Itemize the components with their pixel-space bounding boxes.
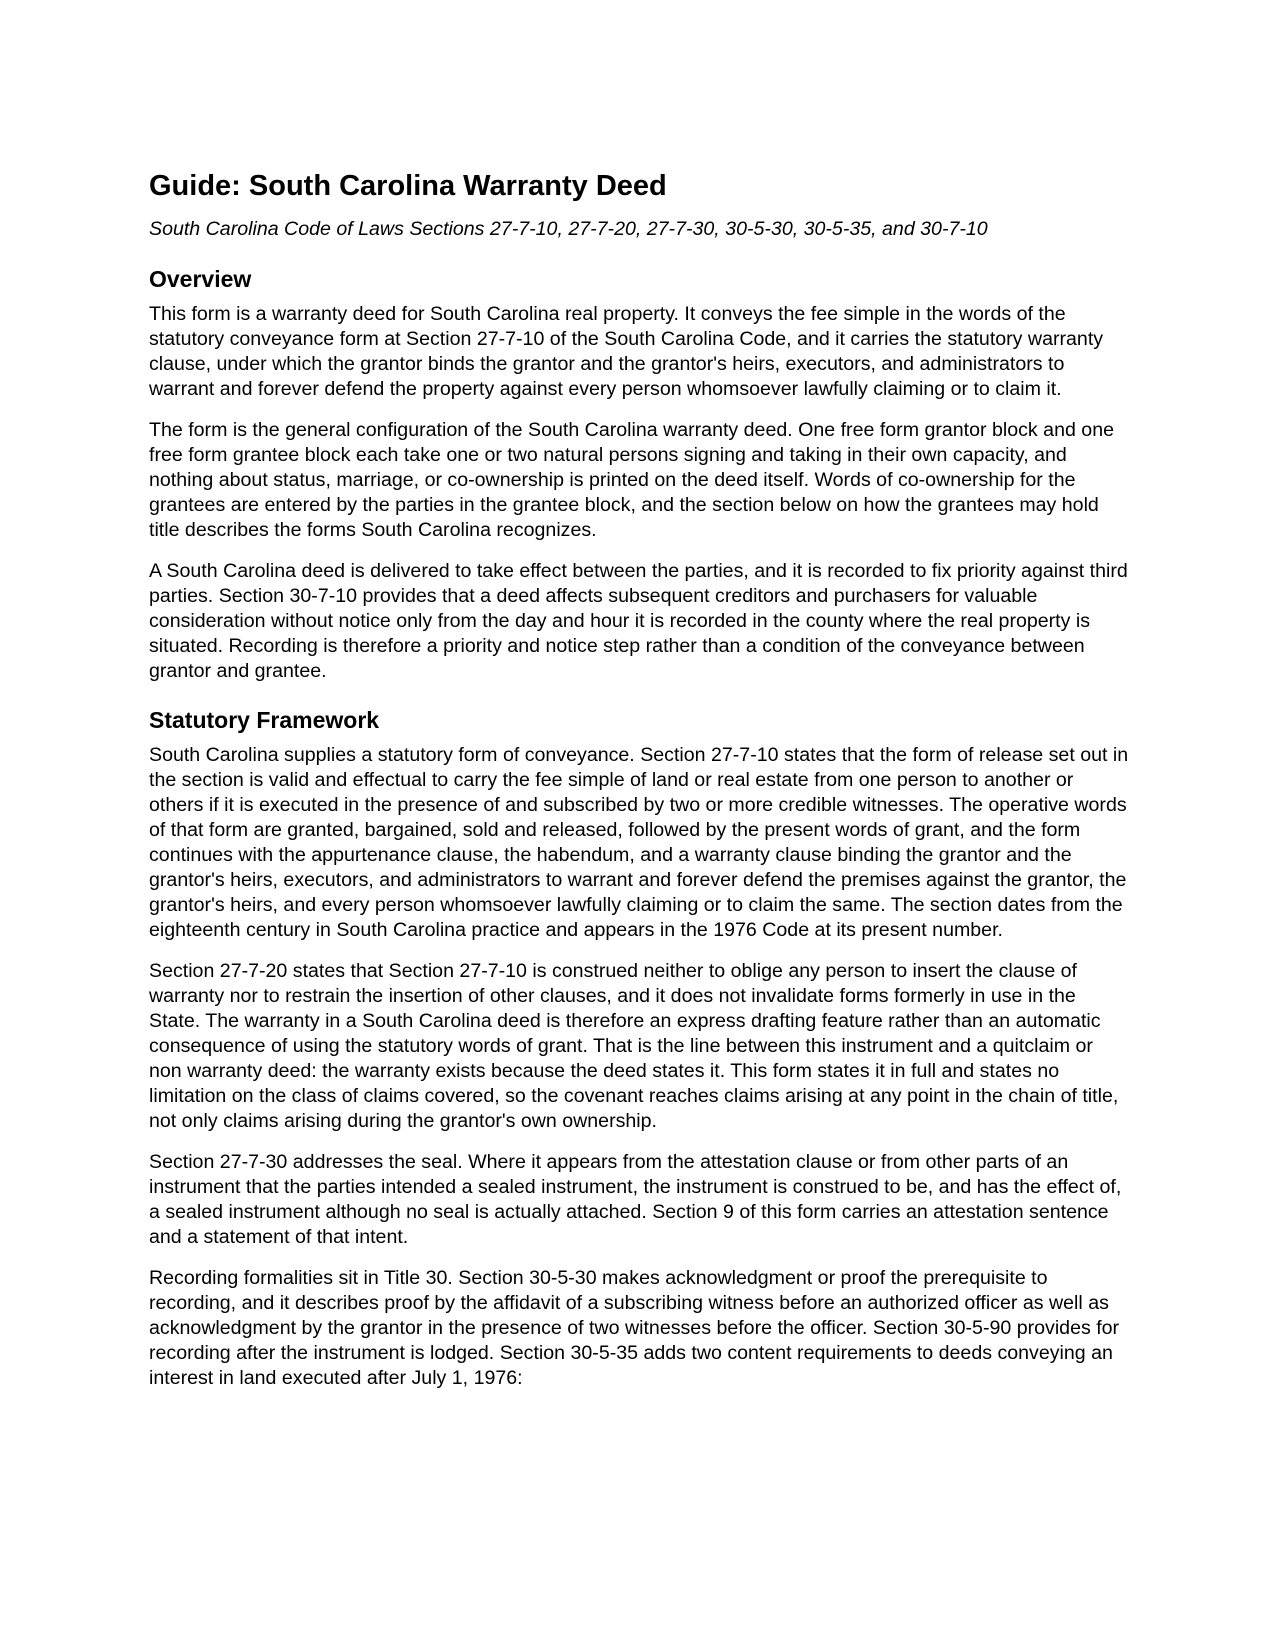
section-heading-overview: Overview xyxy=(149,266,252,292)
document-page xyxy=(149,169,1129,1391)
section-heading-statutory-framework: Statutory Framework xyxy=(149,707,380,733)
paragraph: A South Carolina deed is delivered to take effect between the parties, and it is recorded to fix priority against third parties. Section 30-7-10 provides that a deed affects subsequent creditors and purchasers for valuable consideration without notice only from the day and hour it is recorded in the county where the real property is situated. Recording is therefore a priority and notice step rather than a condition of the conveyance between grantor and grantee. xyxy=(149,560,1128,682)
paragraph: Recording formalities sit in Title 30. Section 30-5-30 makes acknowledgment or proof the prerequisite to recording, and it describes proof by the affidavit of a subscribing witness before an authorized officer as well as acknowledgment by the grantor in the presence of two witnesses before the officer. Section 30-5-90 provides for recording after the instrument is lodged. Section 30-5-35 adds two content requirements to deeds conveying an interest in land executed after July 1, 1976: xyxy=(149,1267,1120,1389)
paragraph: South Carolina supplies a statutory form of conveyance. Section 27-7-10 states that the form of release set out in the section is valid and effectual to carry the fee simple of land or real estate from one person to another or others if it is executed in the presence of and subscribed by two or more credible witnesses. The operative words of that form are granted, bargained, sold and released, followed by the present words of grant, and the form continues with the appurtenance clause, the habendum, and a warranty clause binding the grantor and the grantor's heirs, executors, and administrators to warrant and forever defend the premises against the grantor, the grantor's heirs, and every person whomsoever lawfully claiming or to claim the same. The section dates from the eighteenth century in South Carolina practice and appears in the 1976 Code at its present number. xyxy=(149,744,1129,941)
paragraph: Section 27-7-20 states that Section 27-7-10 is construed neither to oblige any person to insert the clause of warranty nor to restrain the insertion of other clauses, and it does not invalidate forms formerly in use in the State. The warranty in a South Carolina deed is therefore an express drafting feature rather than an automatic consequence of using the statutory words of grant. That is the line between this instrument and a quitclaim or non warranty deed: the warranty exists because the deed states it. This form states it in full and states no limitation on the class of claims covered, so the covenant reaches claims arising at any point in the chain of title, not only claims arising during the grantor's own ownership. xyxy=(149,960,1119,1132)
paragraph: This form is a warranty deed for South Carolina real property. It conveys the fee simple in the words of the statutory conveyance form at Section 27-7-10 of the South Carolina Code, and it carries the statutory warranty clause, under which the grantor binds the grantor and the grantor's heirs, executors, and administrators to warrant and forever defend the property against every person whomsoever lawfully claiming or to claim it. xyxy=(149,303,1104,400)
paragraph: Section 27-7-30 addresses the seal. Where it appears from the attestation clause or from other parts of an instrument that the parties intended a sealed instrument, the instrument is construed to be, and has the effect of, a sealed instrument although no seal is actually attached. Section 9 of this form carries an attestation sentence and a statement of that intent. xyxy=(149,1151,1122,1248)
document-title: Guide: South Carolina Warranty Deed xyxy=(149,170,667,202)
paragraph: The form is the general configuration of the South Carolina warranty deed. One free form grantor block and one free form grantee block each take one or two natural persons signing and taking in their own capacity, and nothing about status, marriage, or co-ownership is printed on the deed itself. Words of co-ownership for the grantees are entered by the parties in the grantee block, and the section below on how the grantees may hold title describes the forms South Carolina recognizes. xyxy=(149,419,1114,541)
document-subtitle: South Carolina Code of Laws Sections 27-7-10, 27-7-20, 27-7-30, 30-5-30, 30-5-35, and 30-7-10 xyxy=(149,218,988,240)
